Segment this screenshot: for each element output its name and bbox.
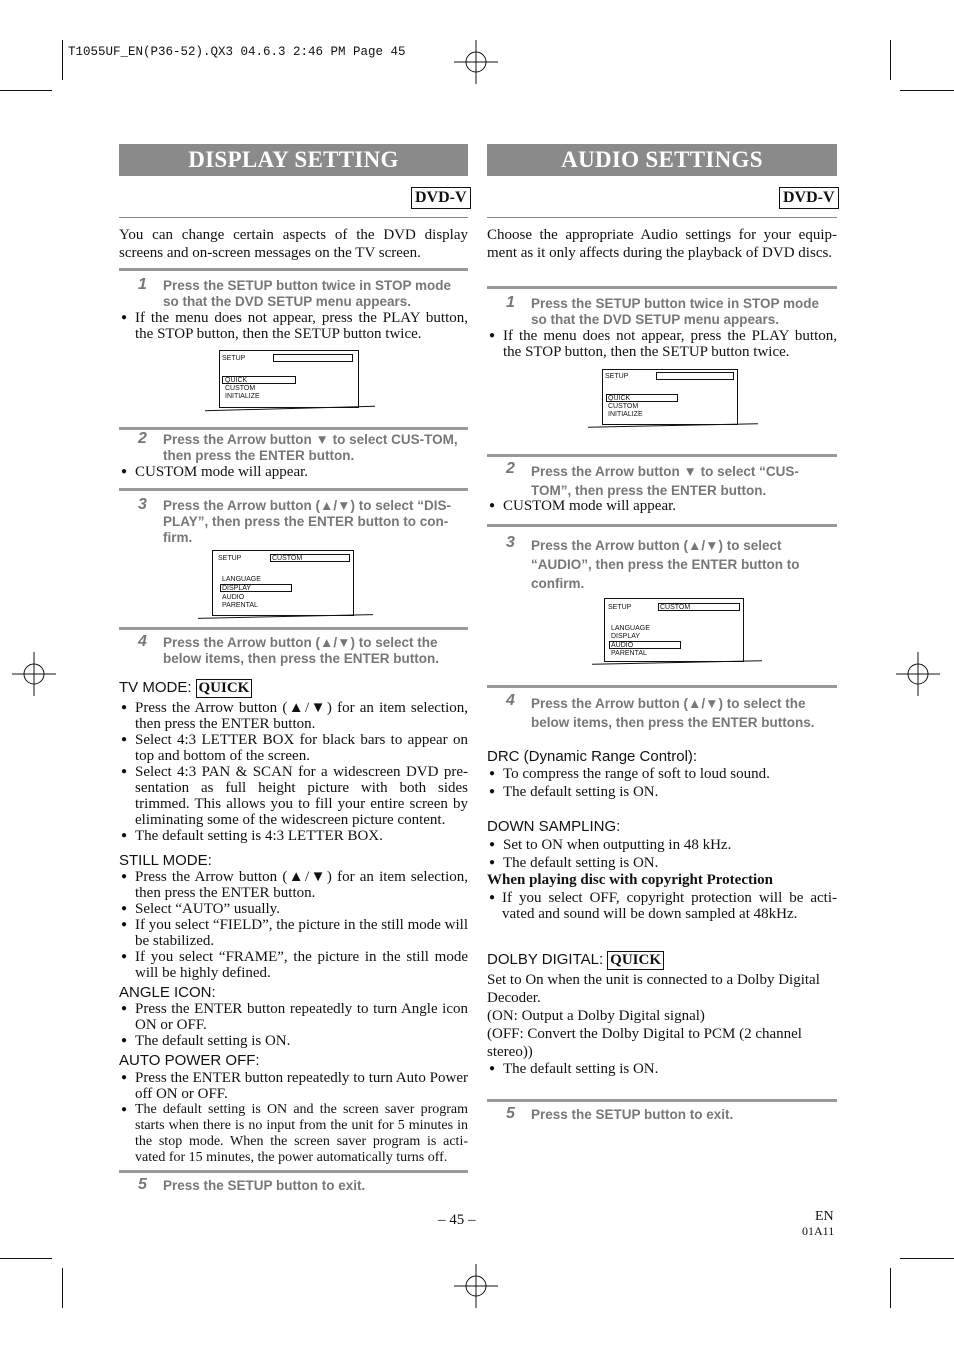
print-slug: T1055UF_EN(P36-52).QX3 04.6.3 2:46 PM Page 45: [68, 45, 406, 59]
intro-text: You can change certain aspects of the DVD display screens and on-screen messages on the TV screen.: [119, 227, 468, 261]
tv-mode-bullet: ● Select 4:3 PAN & SCAN for a widescreen DVD pre-sentation as full height picture with both sides trimmed. This allows you to fill your entire screen by eliminating some of the widescreen picture content.: [121, 764, 468, 828]
tv-mode-bullet: ● The default setting is 4:3 LETTER BOX.: [121, 828, 468, 844]
section-title-display: DISPLAY SETTING: [119, 144, 468, 176]
step-rule: [119, 1170, 468, 1173]
step-4-text: Press the Arrow button (▲/▼) to select the below items, then press the ENTER buttons.: [531, 696, 815, 730]
step-number: 5: [138, 1176, 147, 1193]
step-3-text: Press the Arrow button (▲/▼) to select “DIS-PLAY”, then press the ENTER button to con-firm.: [163, 498, 452, 545]
dolby-text: Set to On when the unit is connected to a Dolby Digital Decoder.: [487, 972, 820, 1006]
setup-menu-screen: SETUP QUICK CUSTOM INITIALIZE: [205, 350, 375, 412]
document-code: 01A11: [802, 1224, 835, 1238]
tv-mode-bullet: ● Select 4:3 LETTER BOX for black bars to appear on top and bottom of the screen.: [121, 732, 468, 764]
quick-tag: QUICK: [607, 951, 664, 970]
step-rule: [487, 685, 837, 688]
step-number: 5: [506, 1105, 515, 1122]
step-2-text: Press the Arrow button ▼ to select CUS-TOM, then press the ENTER button.: [163, 432, 458, 463]
registration-mark-icon: [896, 652, 940, 696]
step-number: 1: [506, 294, 515, 311]
tv-mode-heading: TV MODE: QUICK: [119, 679, 252, 698]
step-rule: [487, 286, 837, 289]
page-number: – 45 –: [438, 1212, 476, 1228]
down-sampling-bullet: ● Set to ON when outputting in 48 kHz.: [489, 837, 837, 853]
step-3-text: Press the Arrow button (▲/▼) to select “AUDIO”, then press the ENTER button to confirm.: [531, 538, 800, 591]
still-mode-bullet: ● If you select “FRAME”, the picture in the still mode will be highly defined.: [121, 949, 468, 981]
step-rule: [119, 627, 468, 630]
divider: [119, 217, 468, 218]
step-rule: [119, 427, 468, 430]
step-2-bullet: ● CUSTOM mode will appear.: [489, 498, 837, 514]
step-1-text: Press the SETUP button twice in STOP mode so that the DVD SETUP menu appears.: [163, 278, 452, 309]
dvd-v-tag: DVD-V: [411, 187, 471, 209]
step-rule: [119, 488, 468, 491]
angle-icon-bullet: ● Press the ENTER button repeatedly to turn Angle icon ON or OFF.: [121, 1001, 468, 1033]
dvd-v-tag: DVD-V: [779, 187, 839, 209]
step-number: 3: [138, 496, 147, 513]
down-sampling-heading: DOWN SAMPLING:: [487, 818, 621, 835]
still-mode-heading: STILL MODE:: [119, 852, 212, 869]
down-sampling-bullet: ● The default setting is ON.: [489, 855, 837, 871]
step-rule: [119, 268, 468, 271]
step-number: 1: [138, 276, 147, 293]
crop-mark: [62, 1268, 63, 1308]
still-mode-bullet: ● Press the Arrow button (▲/▼) for an item selection, then press the ENTER button.: [121, 869, 468, 901]
step-number: 4: [138, 633, 147, 650]
step-number: 4: [506, 692, 515, 709]
drc-bullet: ● The default setting is ON.: [489, 784, 837, 800]
still-mode-bullet: ● Select “AUTO” usually.: [121, 901, 468, 917]
quick-tag: QUICK: [196, 679, 253, 698]
step-number: 2: [506, 460, 515, 477]
step-rule: [487, 524, 837, 527]
drc-bullet: ● To compress the range of soft to loud sound.: [489, 766, 837, 782]
angle-icon-bullet: ● The default setting is ON.: [121, 1033, 468, 1049]
drc-heading: DRC (Dynamic Range Control):: [487, 748, 698, 765]
step-1-bullet: ● If the menu does not appear, press the PLAY button, the STOP button, then the SETUP button twice.: [121, 310, 468, 342]
step-2-bullet: ● CUSTOM mode will appear.: [121, 464, 468, 480]
crop-mark: [900, 90, 954, 91]
auto-power-bullet: ● Press the ENTER button repeatedly to turn Auto Power off ON or OFF.: [121, 1070, 468, 1102]
dolby-text: (ON: Output a Dolby Digital signal): [487, 1008, 705, 1024]
step-4-text: Press the Arrow button (▲/▼) to select the below items, then press the ENTER button.: [163, 635, 440, 666]
step-5-text: Press the SETUP button to exit.: [163, 1178, 366, 1193]
step-1-text: Press the SETUP button twice in STOP mode so that the DVD SETUP menu appears.: [531, 296, 820, 327]
section-title-audio: AUDIO SETTINGS: [487, 144, 837, 176]
step-rule: [487, 1099, 837, 1102]
custom-menu-screen: SETUP CUSTOM LANGUAGE DISPLAY AUDIO PARENTAL: [592, 598, 762, 668]
crop-mark: [62, 40, 63, 80]
registration-mark-icon: [454, 40, 498, 84]
copyright-heading: When playing disc with copyright Protection: [487, 872, 773, 888]
step-2-text: Press the Arrow button ▼ to select “CUS-TOM”, then press the ENTER button.: [531, 464, 799, 498]
step-1-bullet: ● If the menu does not appear, press the PLAY button, the STOP button, then the SETUP button twice.: [489, 328, 837, 360]
language-code: EN: [815, 1209, 834, 1224]
crop-mark: [0, 1258, 52, 1259]
angle-icon-heading: ANGLE ICON:: [119, 984, 216, 1001]
dolby-bullet: ● The default setting is ON.: [489, 1061, 837, 1077]
intro-text: Choose the appropriate Audio settings for your equip-ment as it only affects during the playback of DVD discs.: [487, 227, 837, 261]
dolby-heading: DOLBY DIGITAL: QUICK: [487, 951, 664, 970]
step-number: 3: [506, 534, 515, 551]
setup-menu-screen: SETUP QUICK CUSTOM INITIALIZE: [588, 369, 758, 429]
divider: [487, 217, 837, 218]
crop-mark: [890, 40, 891, 80]
crop-mark: [0, 90, 52, 91]
custom-menu-screen: SETUP CUSTOM LANGUAGE DISPLAY AUDIO PARENTAL: [198, 550, 373, 622]
still-mode-bullet: ● If you select “FIELD”, the picture in the still mode will be stabilized.: [121, 917, 468, 949]
crop-mark: [890, 1268, 891, 1308]
step-rule: [487, 454, 837, 457]
auto-power-heading: AUTO POWER OFF:: [119, 1052, 260, 1069]
crop-mark: [900, 1258, 954, 1259]
auto-power-bullet: ● The default setting is ON and the screen saver program starts when there is no input from the unit for 5 minutes in the stop mode. When the screen saver program is acti-vated for 15 minutes, the power automatically turns off.: [121, 1102, 468, 1166]
registration-mark-icon: [12, 652, 56, 696]
step-5-text: Press the SETUP button to exit.: [531, 1107, 734, 1122]
dolby-text: (OFF: Convert the Dolby Digital to PCM (2 channel stereo)): [487, 1026, 802, 1060]
registration-mark-icon: [454, 1264, 498, 1308]
step-number: 2: [138, 430, 147, 447]
copyright-bullet: ● If you select OFF, copyright protection will be acti-vated and sound will be down sampled at 48kHz.: [489, 890, 837, 922]
tv-mode-bullet: ● Press the Arrow button (▲/▼) for an item selection, then press the ENTER button.: [121, 700, 468, 732]
